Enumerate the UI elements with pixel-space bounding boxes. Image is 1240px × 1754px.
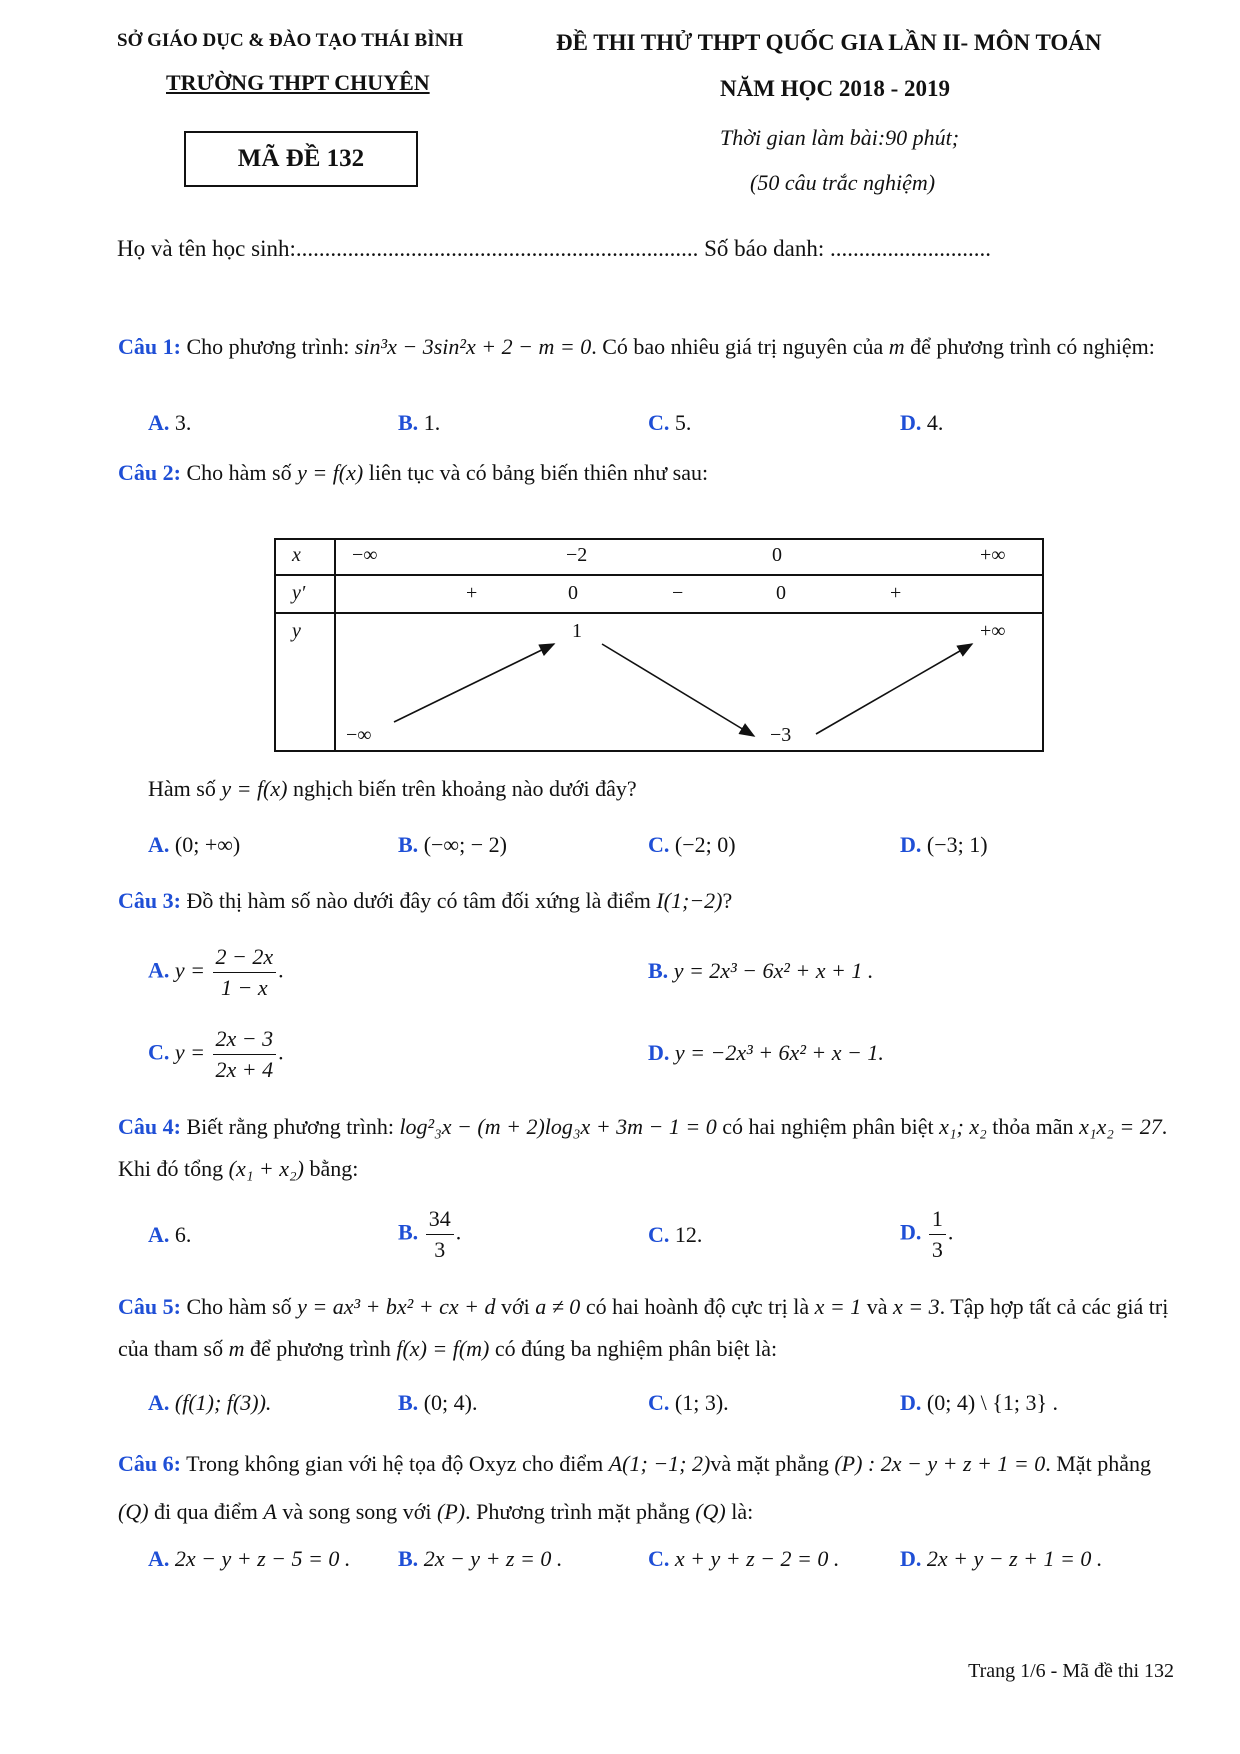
q5-option-a[interactable] [148,1390,271,1416]
option-label: B. [398,410,419,435]
student-info-line [117,236,991,262]
question-text: là: [731,1499,754,1524]
x-value: +∞ [980,544,1006,566]
x-value: 0 [772,544,782,566]
option-value: (1; 3). [674,1390,729,1415]
yprime-sign: + [466,582,478,604]
q6-option-a[interactable] [148,1546,350,1572]
option-end: . [278,1039,284,1065]
duration: Thời gian làm bài:90 phút; [720,125,960,150]
q3-option-c[interactable] [148,1024,284,1085]
option-value: 3. [174,410,192,435]
roots: x₁; x₂ [939,1114,987,1139]
plane-name: (Q) [695,1499,726,1524]
option-value: y = −2x³ + 6x² + x − 1. [674,1040,884,1065]
option-value: (−∞; − 2) [423,832,507,857]
option-lhs: y = [174,957,206,983]
function: y = f(x) [221,776,288,801]
question-text: liên tục và có bảng biến thiên như sau: [368,460,709,485]
question-text: và song song với [282,1499,432,1524]
q4-option-a[interactable] [148,1222,191,1248]
q2-subquestion [148,776,637,802]
option-end: . [455,1219,462,1245]
option-value: (−2; 0) [674,832,736,857]
question-label: Câu 1: [118,334,181,359]
fraction [929,1204,946,1265]
q6-option-d[interactable] [900,1546,1102,1572]
option-label: B. [398,1390,419,1415]
q4-option-b[interactable] [398,1204,461,1265]
option-value: (−3; 1) [926,832,988,857]
school-year: NĂM HỌC 2018 - 2019 [720,76,950,101]
q5-option-c[interactable] [648,1390,729,1416]
question-label: Câu 2: [118,460,181,485]
question-2 [118,456,1178,490]
q6-option-c[interactable] [648,1546,839,1572]
q4-option-c[interactable] [648,1222,702,1248]
q3-option-a[interactable] [148,942,284,1003]
option-label: D. [900,410,922,435]
sum: (x₁ + x₂) [228,1156,304,1181]
numerator: 34 [426,1204,454,1235]
option-label: A. [148,1390,170,1415]
question-text: Cho phương trình: [186,334,350,359]
question-text: bằng: [309,1156,359,1181]
row-label-y: y [292,620,301,642]
question-text: và mặt phẳng [710,1451,829,1476]
question-text: Trong không gian với hệ tọa độ Oxyz cho điểm [186,1451,604,1476]
numerator: 2x − 3 [213,1024,277,1055]
option-value: 2x − y + z − 5 = 0 . [174,1546,351,1571]
option-label: D. [900,1390,922,1415]
student-name-label: Họ và tên học sinh:...................................................................... [117,236,699,261]
option-label: A. [148,1222,170,1247]
option-label: D. [900,1546,922,1571]
question-text: để phương trình [249,1336,391,1361]
variation-arrows [276,540,1042,750]
option-label: A. [148,957,170,983]
question-3 [118,884,1178,918]
option-label: A. [148,1546,170,1571]
q2-option-d[interactable] [900,832,988,858]
option-value: 1. [423,410,441,435]
question-label: Câu 5: [118,1294,181,1319]
option-label: B. [398,832,419,857]
option-value: 5. [674,410,692,435]
question-text: Đồ thị hàm số nào dưới đây có tâm đối xứng là điểm [186,888,651,913]
q6-option-b[interactable] [398,1546,562,1572]
numerator: 2 − 2x [213,942,277,973]
option-label: C. [148,1039,170,1065]
option-label: D. [900,832,922,857]
question-text: để phương trình có nghiệm: [910,334,1155,359]
variable: m [888,334,905,359]
question-text: Cho hàm số [186,1294,292,1319]
question-text: thỏa mãn [992,1114,1074,1139]
q3-option-d[interactable] [648,1040,884,1066]
increasing-arrow [816,644,972,734]
plane-name: (P) [437,1499,466,1524]
question-6 [118,1440,1178,1536]
question-text: nghịch biến trên khoảng nào dưới đây? [292,776,637,801]
option-value: 4. [926,410,944,435]
question-text: ? [722,888,733,913]
y-value: −3 [770,724,792,746]
variable: m [228,1336,245,1361]
q2-option-c[interactable] [648,832,736,858]
exam-code-box [184,131,418,187]
fraction [426,1204,454,1265]
option-label: A. [148,832,170,857]
point: I(1;−2) [656,888,723,913]
condition: a ≠ 0 [535,1294,581,1319]
q1-option-c[interactable] [648,410,691,436]
option-value: x + y + z − 2 = 0 . [674,1546,840,1571]
point: A(1; −1; 2) [608,1451,711,1476]
option-label: D. [900,1219,922,1245]
function: y = ax³ + bx² + cx + d [297,1294,496,1319]
q5-option-d[interactable] [900,1390,1058,1416]
page-footer: Trang 1/6 - Mã đề thi 132 [968,1660,1174,1682]
q1-option-d[interactable] [900,410,943,436]
question-text: đi qua điểm [154,1499,258,1524]
q5-option-b[interactable] [398,1390,477,1416]
equation: sin³x − 3sin²x + 2 − m = 0 [354,334,592,359]
q1-option-b[interactable] [398,410,440,436]
question-text: . Tập hợp tất cả các giá trị của tham số [118,1294,1169,1361]
plane-equation: (P) : 2x − y + z + 1 = 0 [834,1451,1046,1476]
exam-title: ĐỀ THI THỬ THPT QUỐC GIA LẦN II- MÔN TOÁN [556,30,1102,55]
exam-code: MÃ ĐỀ 132 [237,145,365,172]
question-text: . Khi đó tổng [118,1114,1168,1181]
option-value: 6. [174,1222,192,1247]
option-label: B. [648,958,669,983]
denominator: 2x + 4 [215,1057,274,1082]
question-text: với [500,1294,530,1319]
yprime-zero: 0 [568,582,578,604]
option-value: 2x − y + z = 0 . [423,1546,563,1571]
option-value: (0; +∞) [174,832,241,857]
question-1 [118,330,1178,364]
option-label: B. [398,1546,419,1571]
option-label: C. [648,1390,670,1415]
point-name: A [263,1499,277,1524]
row-label-yprime: y′ [292,582,306,604]
question-label: Câu 4: [118,1114,181,1139]
denominator: 1 − x [221,975,268,1000]
question-label: Câu 6: [118,1451,181,1476]
increasing-arrow [394,644,554,722]
department-name: SỞ GIÁO DỤC & ĐÀO TẠO THÁI BÌNH [117,30,464,51]
question-text: Hàm số [148,776,216,801]
equation: f(x) = f(m) [396,1336,490,1361]
option-label: C. [648,1546,670,1571]
option-label: A. [148,410,170,435]
question-text: có đúng ba nghiệm phân biệt là: [494,1336,778,1361]
question-text: và [866,1294,888,1319]
x-value: −2 [566,544,588,566]
numerator: 1 [929,1204,946,1235]
x-value: −∞ [352,544,378,566]
yprime-zero: 0 [776,582,786,604]
fraction [213,1024,277,1085]
fraction [213,942,277,1003]
option-value: y = 2x³ − 6x² + x + 1 . [673,958,874,983]
question-text: Biết rằng phương trình: [186,1114,394,1139]
option-value: (0; 4) \ {1; 3} . [926,1390,1058,1415]
decreasing-arrow [602,644,754,736]
option-value: (0; 4). [423,1390,478,1415]
yprime-sign: − [672,582,684,604]
q3-option-b[interactable] [648,958,873,984]
option-value: 2x + y − z + 1 = 0 . [926,1546,1103,1571]
question-text: . Có bao nhiêu giá trị nguyên của [591,334,884,359]
option-label: C. [648,832,670,857]
question-4 [118,1106,1178,1190]
option-value: (f(1); f(3)). [174,1390,272,1415]
equation: log²₃x − (m + 2)log₃x + 3m − 1 = 0 [399,1114,717,1139]
question-count: (50 câu trắc nghiệm) [750,170,936,195]
y-value: −∞ [346,724,372,746]
extremum-x: x = 3 [893,1294,940,1319]
q2-option-a[interactable] [148,832,240,858]
question-label: Câu 3: [118,888,181,913]
option-end: . [278,957,284,983]
option-lhs: y = [174,1039,206,1065]
option-end: . [947,1219,954,1245]
denominator: 3 [434,1237,446,1262]
option-label: D. [648,1040,670,1065]
row-label-x: x [292,544,301,566]
option-value: 12. [674,1222,703,1247]
y-value: +∞ [980,620,1006,642]
y-value: 1 [572,620,582,642]
question-text: . Phương trình mặt phẳng [465,1499,690,1524]
student-id-label: Số báo danh: ............................ [704,236,991,261]
variation-table [274,538,1044,752]
plane-name: (Q) [118,1499,149,1524]
yprime-sign: + [890,582,902,604]
question-5 [118,1286,1178,1370]
denominator: 3 [931,1237,943,1262]
question-text: . Mặt phẳng [1045,1451,1151,1476]
q2-option-b[interactable] [398,832,507,858]
question-text: có hai hoành độ cực trị là [585,1294,810,1319]
school-name: TRƯỜNG THPT CHUYÊN [166,70,430,95]
option-label: C. [648,410,670,435]
q4-option-d[interactable] [900,1204,953,1265]
option-label: B. [398,1219,419,1245]
option-label: C. [648,1222,670,1247]
q1-option-a[interactable] [148,410,191,436]
function: y = f(x) [297,460,364,485]
extremum-x: x = 1 [814,1294,862,1319]
question-text: có hai nghiệm phân biệt [722,1114,934,1139]
condition: x₁x₂ = 27 [1079,1114,1162,1139]
question-text: Cho hàm số [186,460,292,485]
